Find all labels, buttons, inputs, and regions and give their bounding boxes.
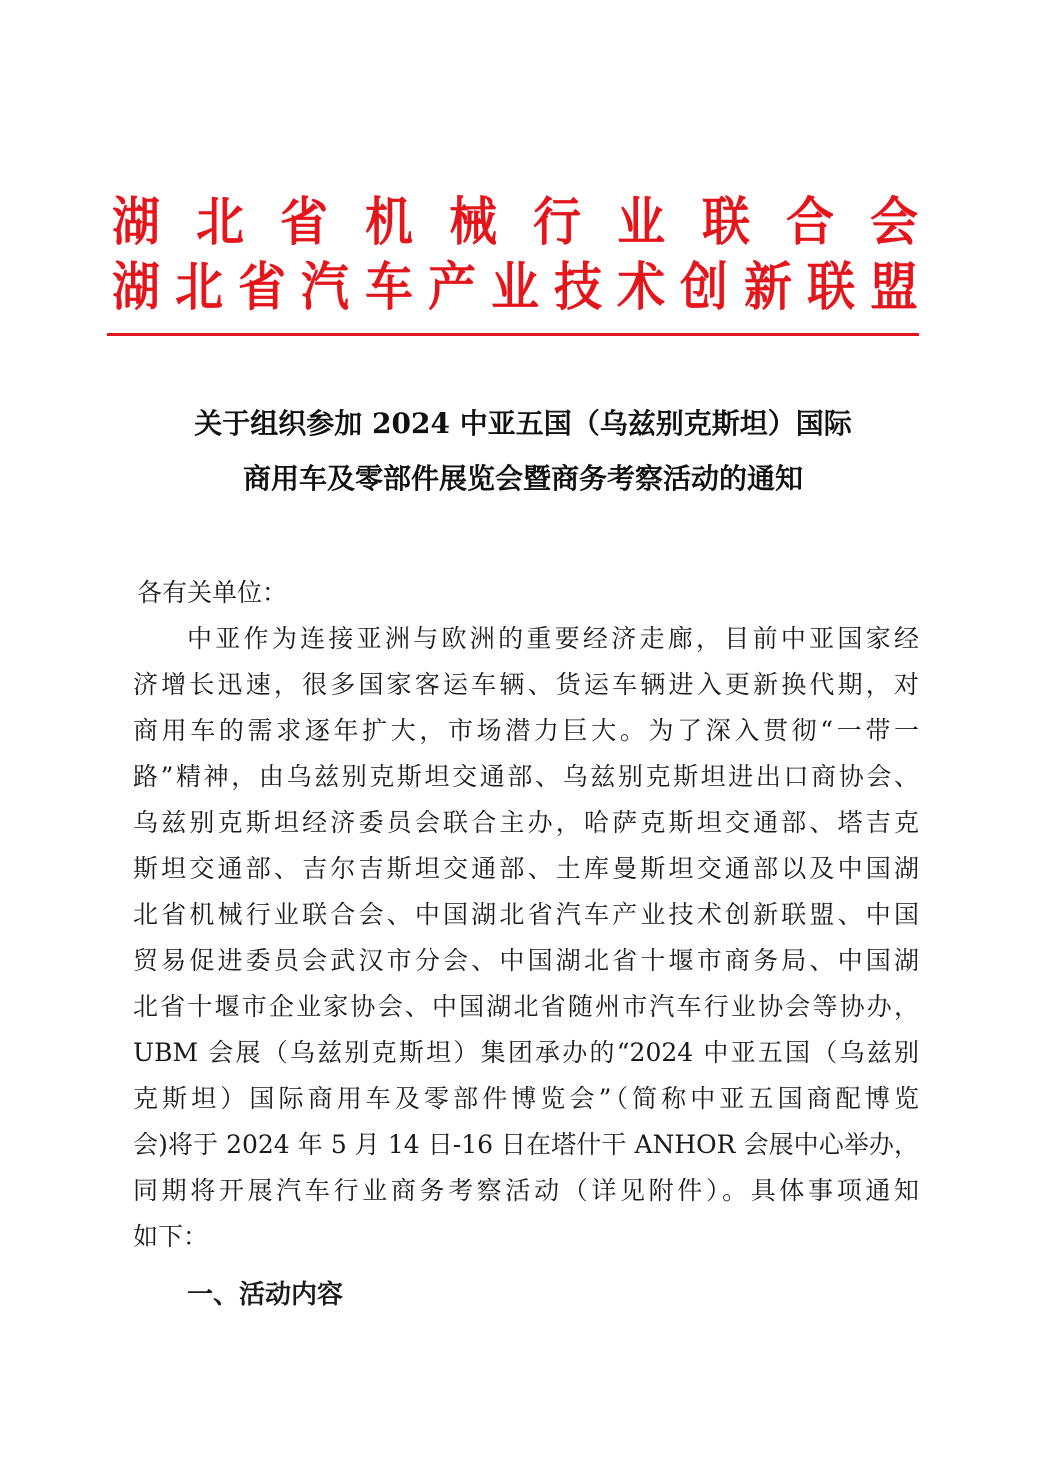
letterhead-char: 盟 [869,258,918,318]
letterhead-char: 联 [806,258,855,318]
letterhead-char: 车 [364,258,413,318]
body-line: 乌兹别克斯坦经济委员会联合主办，哈萨克斯坦交通部、塔吉克 [133,808,919,837]
letterhead-char: 创 [680,258,729,318]
letterhead-char: 机 [364,193,413,253]
letterhead-char: 汽 [301,258,350,318]
letterhead-char: 合 [785,193,834,253]
letterhead-char: 省 [280,193,329,253]
letterhead-char: 会 [870,193,918,253]
body-line: 会)将于 2024 年 5 月 14 日-16 日在塔什干 ANHOR 会展中心举办， [133,1130,919,1159]
letterhead-char: 产 [427,258,476,318]
section-heading: 一、活动内容 [187,1280,344,1310]
body-line: UBM 会展（乌兹别克斯坦）集团承办的“2024 中亚五国（乌兹别 [133,1038,919,1067]
body-line: 中亚作为连接亚洲与欧洲的重要经济走廊，目前中亚国家经 [187,624,919,653]
letterhead-char: 湖 [112,258,160,318]
letterhead-char: 业 [617,193,666,253]
letterhead-line-2 [110,258,920,318]
letterhead-char: 北 [175,258,224,318]
body-line: 斯坦交通部、吉尔吉斯坦交通部、土库曼斯坦交通部以及中国湖 [133,854,919,883]
letterhead-char: 业 [491,258,539,318]
document-title-line-2: 商用车及零部件展览会暨商务考察活动的通知 [242,462,803,495]
body-line: 北省十堰市企业家协会、中国湖北省随州市汽车行业协会等协办， [133,992,919,1021]
salutation: 各有关单位： [137,578,288,607]
body-line: 克斯坦）国际商用车及零部件博览会”（简称中亚五国商配博览 [133,1084,919,1113]
letterhead-char: 术 [617,258,666,318]
letterhead-char: 行 [533,193,582,253]
body-line: 同期将开展汽车行业商务考察活动（详见附件）。具体事项通知 [133,1176,919,1205]
body-line: 贸易促进委员会武汉市分会、中国湖北省十堰市商务局、中国湖 [133,946,919,975]
body-line: 商用车的需求逐年扩大，市场潜力巨大。为了深入贯彻“一带一 [133,716,919,745]
letterhead-char: 北 [196,193,245,253]
body-line: 路”精神，由乌兹别克斯坦交通部、乌兹别克斯坦进出口商协会、 [133,762,919,791]
letterhead-divider [107,333,919,336]
letterhead-line-1 [110,193,920,253]
body-line: 济增长迅速，很多国家客运车辆、货运车辆进入更新换代期，对 [133,670,919,699]
letterhead-char: 湖 [112,193,160,253]
document-title-line-1: 关于组织参加 2024 中亚五国（乌兹别克斯坦）国际 [194,407,852,440]
body-line: 北省机械行业联合会、中国湖北省汽车产业技术创新联盟、中国 [133,900,919,929]
letterhead-char: 联 [701,193,750,253]
letterhead-char: 技 [554,258,603,318]
letterhead-char: 械 [448,193,497,253]
letterhead-char: 省 [238,258,287,318]
body-line: 如下： [133,1222,209,1251]
letterhead-char: 新 [743,258,792,318]
